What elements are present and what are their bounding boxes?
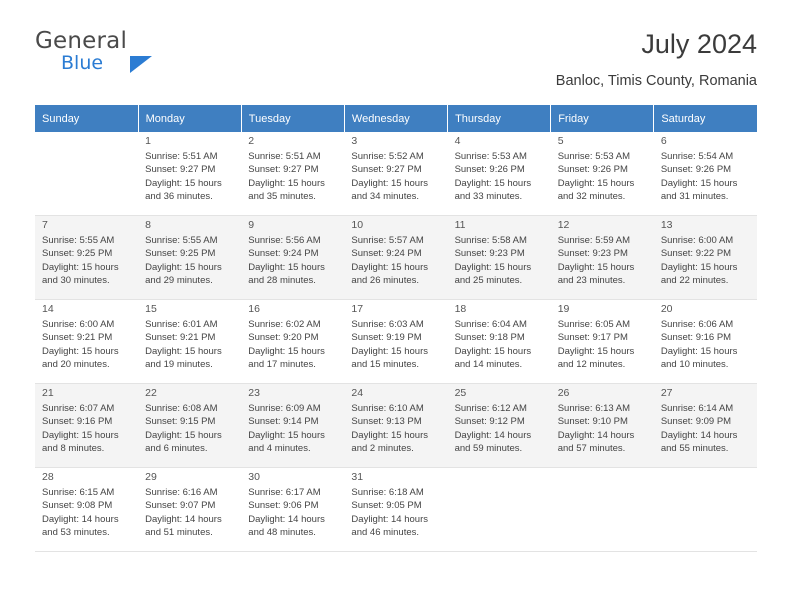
weekday-thursday: Thursday (448, 105, 551, 132)
day-info-line: Sunrise: 6:12 AM (454, 403, 527, 415)
day-info-line: and 22 minutes. (660, 274, 729, 286)
day-number: 5 (557, 135, 564, 147)
day-info-line: and 28 minutes. (248, 274, 316, 286)
day-info-line: Daylight: 14 hours (660, 429, 738, 441)
day-info-line: Daylight: 15 hours (145, 345, 222, 357)
day-number: 29 (145, 471, 157, 483)
calendar-day-cell[interactable] (654, 132, 757, 216)
day-info-line: Sunrise: 5:56 AM (248, 235, 321, 247)
day-info-line: Sunrise: 6:13 AM (557, 403, 631, 415)
day-sun-info (351, 486, 447, 539)
day-sun-info (42, 486, 138, 539)
calendar-day-cell[interactable] (654, 216, 757, 300)
day-info-line: Daylight: 15 hours (351, 177, 428, 189)
calendar-day-cell[interactable] (344, 384, 447, 468)
day-info-line: Sunrise: 6:10 AM (351, 403, 424, 415)
day-info-line: and 53 minutes. (42, 526, 110, 538)
day-sun-info (248, 318, 344, 371)
day-info-line: Sunrise: 6:05 AM (557, 319, 631, 331)
day-number: 21 (42, 387, 54, 399)
day-info-line: Daylight: 15 hours (454, 345, 532, 357)
day-sun-info (248, 150, 344, 203)
day-info-line: and 23 minutes. (557, 274, 626, 286)
day-info-line: Sunrise: 5:54 AM (660, 151, 734, 163)
calendar-day-cell[interactable] (35, 216, 138, 300)
day-info-line: Sunset: 9:24 PM (248, 248, 319, 260)
day-info-line: Sunset: 9:24 PM (351, 248, 422, 260)
day-number: 13 (660, 219, 673, 231)
day-info-line: Sunset: 9:25 PM (145, 248, 216, 260)
day-info-line: Daylight: 15 hours (454, 261, 532, 273)
day-info-line: Daylight: 15 hours (248, 177, 325, 189)
calendar-day-cell[interactable] (654, 300, 757, 384)
day-info-line: Daylight: 14 hours (145, 513, 222, 525)
day-number: 8 (145, 219, 151, 231)
day-number: 25 (454, 387, 467, 399)
day-sun-info (351, 150, 447, 203)
day-number: 7 (42, 219, 48, 231)
day-sun-info (661, 318, 757, 371)
day-info-line: Sunrise: 6:16 AM (145, 487, 218, 499)
day-sun-info (351, 402, 447, 455)
day-sun-info (455, 150, 551, 203)
day-info-line: Daylight: 14 hours (248, 513, 325, 525)
calendar-day-cell[interactable] (138, 384, 241, 468)
day-sun-info (145, 486, 241, 539)
day-sun-info (145, 150, 241, 203)
location-subtitle: Banloc, Timis County, Romania (555, 73, 757, 89)
day-info-line: and 12 minutes. (557, 358, 626, 370)
day-sun-info (455, 234, 551, 287)
day-info-line: Sunrise: 5:58 AM (454, 235, 527, 247)
day-info-line: and 55 minutes. (660, 442, 729, 454)
calendar-empty-cell (448, 468, 551, 552)
weekday-friday: Friday (551, 105, 654, 132)
day-number: 28 (42, 471, 54, 483)
day-number: 22 (145, 387, 157, 399)
calendar-day-cell[interactable] (241, 216, 344, 300)
day-info-line: Sunset: 9:19 PM (351, 332, 422, 344)
day-sun-info (558, 234, 654, 287)
day-info-line: Sunrise: 6:00 AM (660, 235, 734, 247)
calendar-day-cell[interactable] (241, 384, 344, 468)
day-info-line: Sunrise: 6:09 AM (248, 403, 321, 415)
day-number: 6 (660, 135, 667, 147)
day-sun-info (145, 318, 241, 371)
calendar-day-cell[interactable] (241, 468, 344, 552)
day-info-line: Daylight: 15 hours (557, 345, 635, 357)
day-sun-info (558, 150, 654, 203)
calendar-day-cell[interactable] (138, 300, 241, 384)
day-sun-info (145, 234, 241, 287)
day-sun-info (661, 234, 757, 287)
day-info-line: and 17 minutes. (248, 358, 316, 370)
day-info-line: Sunset: 9:17 PM (557, 332, 628, 344)
calendar-day-cell[interactable] (35, 300, 138, 384)
day-number: 24 (351, 387, 364, 399)
calendar-day-cell[interactable] (138, 216, 241, 300)
calendar-day-cell[interactable] (344, 468, 447, 552)
weekday-monday: Monday (138, 105, 241, 132)
day-info-line: Sunset: 9:21 PM (42, 332, 113, 344)
calendar-day-cell[interactable] (654, 384, 757, 468)
calendar-day-cell[interactable] (551, 132, 654, 216)
calendar-empty-cell (654, 468, 757, 552)
day-info-line: Sunset: 9:09 PM (660, 416, 732, 428)
day-info-line: and 20 minutes. (42, 358, 110, 370)
day-sun-info (558, 402, 654, 455)
day-info-line: Daylight: 15 hours (145, 261, 222, 273)
day-info-line: and 26 minutes. (351, 274, 420, 286)
day-sun-info (42, 318, 138, 371)
day-info-line: Sunrise: 5:57 AM (351, 235, 424, 247)
day-info-line: Sunset: 9:22 PM (660, 248, 732, 260)
day-info-line: and 8 minutes. (42, 442, 105, 454)
day-sun-info (351, 234, 447, 287)
day-info-line: Daylight: 15 hours (454, 177, 532, 189)
day-info-line: Sunset: 9:06 PM (248, 500, 319, 512)
weekday-tuesday: Tuesday (241, 105, 344, 132)
calendar-week-row (35, 216, 757, 300)
day-info-line: Sunset: 9:18 PM (454, 332, 525, 344)
day-info-line: Sunset: 9:16 PM (660, 332, 732, 344)
day-info-line: Sunrise: 5:59 AM (557, 235, 631, 247)
day-info-line: and 48 minutes. (248, 526, 316, 538)
day-info-line: Daylight: 15 hours (42, 429, 119, 441)
day-info-line: Sunset: 9:14 PM (248, 416, 319, 428)
day-info-line: Daylight: 15 hours (248, 429, 325, 441)
calendar-week-row (35, 132, 757, 216)
day-info-line: Sunset: 9:16 PM (42, 416, 113, 428)
day-info-line: and 59 minutes. (454, 442, 523, 454)
day-info-line: Daylight: 15 hours (660, 345, 738, 357)
day-info-line: Daylight: 15 hours (351, 345, 428, 357)
day-number: 12 (557, 219, 570, 231)
calendar-day-cell[interactable] (138, 468, 241, 552)
calendar-day-cell[interactable] (448, 216, 551, 300)
calendar-day-cell[interactable] (448, 384, 551, 468)
calendar-day-cell[interactable] (551, 300, 654, 384)
day-info-line: and 29 minutes. (145, 274, 213, 286)
day-info-line: Sunset: 9:10 PM (557, 416, 628, 428)
day-sun-info (42, 234, 138, 287)
day-info-line: Sunrise: 6:14 AM (660, 403, 734, 415)
weekday-wednesday: Wednesday (344, 105, 447, 132)
calendar-day-cell[interactable] (138, 132, 241, 216)
day-info-line: Sunrise: 6:18 AM (351, 487, 424, 499)
calendar-week-row (35, 384, 757, 468)
day-sun-info (248, 234, 344, 287)
day-info-line: Sunset: 9:07 PM (145, 500, 216, 512)
day-info-line: Sunset: 9:08 PM (42, 500, 113, 512)
day-info-line: Sunset: 9:25 PM (42, 248, 113, 260)
day-info-line: Sunrise: 5:53 AM (454, 151, 527, 163)
calendar-day-cell[interactable] (448, 300, 551, 384)
day-sun-info (42, 402, 138, 455)
day-info-line: and 14 minutes. (454, 358, 523, 370)
day-info-line: Sunrise: 5:55 AM (42, 235, 115, 247)
day-info-line: and 36 minutes. (145, 190, 213, 202)
day-info-line: Sunset: 9:20 PM (248, 332, 319, 344)
calendar-week-row (35, 468, 757, 552)
day-info-line: Sunset: 9:15 PM (145, 416, 216, 428)
day-info-line: Sunset: 9:26 PM (660, 164, 732, 176)
day-info-line: and 25 minutes. (454, 274, 523, 286)
day-number: 1 (145, 135, 151, 147)
day-info-line: Daylight: 15 hours (557, 261, 635, 273)
day-number: 23 (248, 387, 260, 399)
day-number: 11 (454, 219, 466, 231)
day-info-line: Sunrise: 5:51 AM (145, 151, 218, 163)
day-info-line: Daylight: 15 hours (248, 345, 325, 357)
day-info-line: Sunrise: 6:00 AM (42, 319, 115, 331)
day-info-line: Daylight: 14 hours (351, 513, 428, 525)
day-number: 14 (42, 303, 54, 315)
calendar-table (35, 105, 757, 552)
day-sun-info (351, 318, 447, 371)
day-info-line: and 51 minutes. (145, 526, 213, 538)
day-info-line: Sunset: 9:23 PM (557, 248, 628, 260)
flag-icon (130, 56, 152, 73)
day-info-line: and 2 minutes. (351, 442, 414, 454)
day-info-line: and 32 minutes. (557, 190, 626, 202)
day-sun-info (145, 402, 241, 455)
day-number: 15 (145, 303, 157, 315)
day-number: 19 (557, 303, 570, 315)
day-info-line: Sunrise: 6:02 AM (248, 319, 321, 331)
day-info-line: Sunrise: 6:01 AM (145, 319, 218, 331)
day-info-line: Sunset: 9:05 PM (351, 500, 422, 512)
day-number: 9 (248, 219, 255, 231)
calendar-day-cell[interactable] (35, 384, 138, 468)
day-info-line: and 4 minutes. (248, 442, 311, 454)
day-number: 17 (351, 303, 364, 315)
calendar-day-cell[interactable] (344, 216, 447, 300)
day-info-line: Daylight: 15 hours (351, 429, 428, 441)
calendar-week-row (35, 300, 757, 384)
day-info-line: and 35 minutes. (248, 190, 316, 202)
day-info-line: Daylight: 14 hours (454, 429, 532, 441)
page-header (35, 0, 757, 89)
day-info-line: and 30 minutes. (42, 274, 110, 286)
day-info-line: Sunset: 9:12 PM (454, 416, 525, 428)
day-info-line: Sunrise: 6:15 AM (42, 487, 115, 499)
day-sun-info (661, 150, 757, 203)
day-info-line: and 46 minutes. (351, 526, 420, 538)
day-number: 3 (351, 135, 358, 147)
day-info-line: Sunrise: 6:08 AM (145, 403, 218, 415)
day-info-line: and 19 minutes. (145, 358, 213, 370)
day-info-line: Sunrise: 6:04 AM (454, 319, 527, 331)
day-number: 10 (351, 219, 364, 231)
day-info-line: Daylight: 14 hours (42, 513, 119, 525)
day-sun-info (661, 402, 757, 455)
day-info-line: Daylight: 15 hours (145, 429, 222, 441)
day-info-line: Sunrise: 6:06 AM (660, 319, 734, 331)
day-sun-info (248, 402, 344, 455)
day-info-line: Sunrise: 5:53 AM (557, 151, 631, 163)
calendar-day-cell[interactable] (551, 216, 654, 300)
day-info-line: Sunset: 9:26 PM (557, 164, 628, 176)
weekday-header-row (35, 105, 757, 132)
day-info-line: and 15 minutes. (351, 358, 420, 370)
logo-blue-text: Blue (61, 52, 104, 74)
day-info-line: Daylight: 14 hours (557, 429, 635, 441)
day-number: 16 (248, 303, 260, 315)
day-info-line: Daylight: 15 hours (557, 177, 635, 189)
day-info-line: Sunset: 9:27 PM (145, 164, 216, 176)
day-info-line: Sunset: 9:23 PM (454, 248, 525, 260)
day-info-line: and 6 minutes. (145, 442, 208, 454)
day-number: 4 (454, 135, 461, 147)
day-info-line: Daylight: 15 hours (351, 261, 428, 273)
day-info-line: Sunrise: 5:51 AM (248, 151, 321, 163)
day-info-line: and 57 minutes. (557, 442, 626, 454)
weekday-saturday: Saturday (654, 105, 757, 132)
calendar-day-cell[interactable] (241, 300, 344, 384)
page-title: July 2024 (641, 29, 757, 59)
day-number: 2 (248, 135, 255, 147)
day-info-line: Daylight: 15 hours (42, 261, 119, 273)
calendar-empty-cell (551, 468, 654, 552)
day-info-line: Sunrise: 5:52 AM (351, 151, 424, 163)
day-sun-info (455, 318, 551, 371)
day-info-line: Sunset: 9:27 PM (351, 164, 422, 176)
day-info-line: Daylight: 15 hours (660, 261, 738, 273)
day-info-line: Daylight: 15 hours (248, 261, 325, 273)
calendar-day-cell[interactable] (241, 132, 344, 216)
day-info-line: Daylight: 15 hours (145, 177, 222, 189)
calendar-day-cell[interactable] (344, 300, 447, 384)
day-info-line: Sunrise: 6:03 AM (351, 319, 424, 331)
day-info-line: Sunset: 9:27 PM (248, 164, 319, 176)
day-info-line: and 34 minutes. (351, 190, 420, 202)
logo (35, 30, 127, 73)
day-info-line: Sunrise: 6:17 AM (248, 487, 321, 499)
day-number: 30 (248, 471, 260, 483)
day-number: 20 (660, 303, 673, 315)
day-number: 27 (660, 387, 673, 399)
day-info-line: and 33 minutes. (454, 190, 523, 202)
calendar-day-cell[interactable] (35, 468, 138, 552)
calendar-day-cell[interactable] (551, 384, 654, 468)
calendar-empty-cell (35, 132, 138, 216)
day-info-line: Sunset: 9:26 PM (454, 164, 525, 176)
day-info-line: and 10 minutes. (660, 358, 729, 370)
day-info-line: Sunrise: 5:55 AM (145, 235, 218, 247)
day-info-line: and 31 minutes. (660, 190, 729, 202)
day-info-line: Daylight: 15 hours (42, 345, 119, 357)
day-info-line: Daylight: 15 hours (660, 177, 738, 189)
day-sun-info (455, 402, 551, 455)
calendar-day-cell[interactable] (448, 132, 551, 216)
weekday-sunday: Sunday (35, 105, 138, 132)
day-sun-info (558, 318, 654, 371)
day-info-line: Sunset: 9:21 PM (145, 332, 216, 344)
day-number: 18 (454, 303, 467, 315)
day-sun-info (248, 486, 344, 539)
calendar-day-cell[interactable] (344, 132, 447, 216)
day-number: 31 (351, 471, 364, 483)
day-info-line: Sunrise: 6:07 AM (42, 403, 115, 415)
day-info-line: Sunset: 9:13 PM (351, 416, 422, 428)
logo-general-text: General (35, 28, 128, 54)
day-number: 26 (557, 387, 570, 399)
